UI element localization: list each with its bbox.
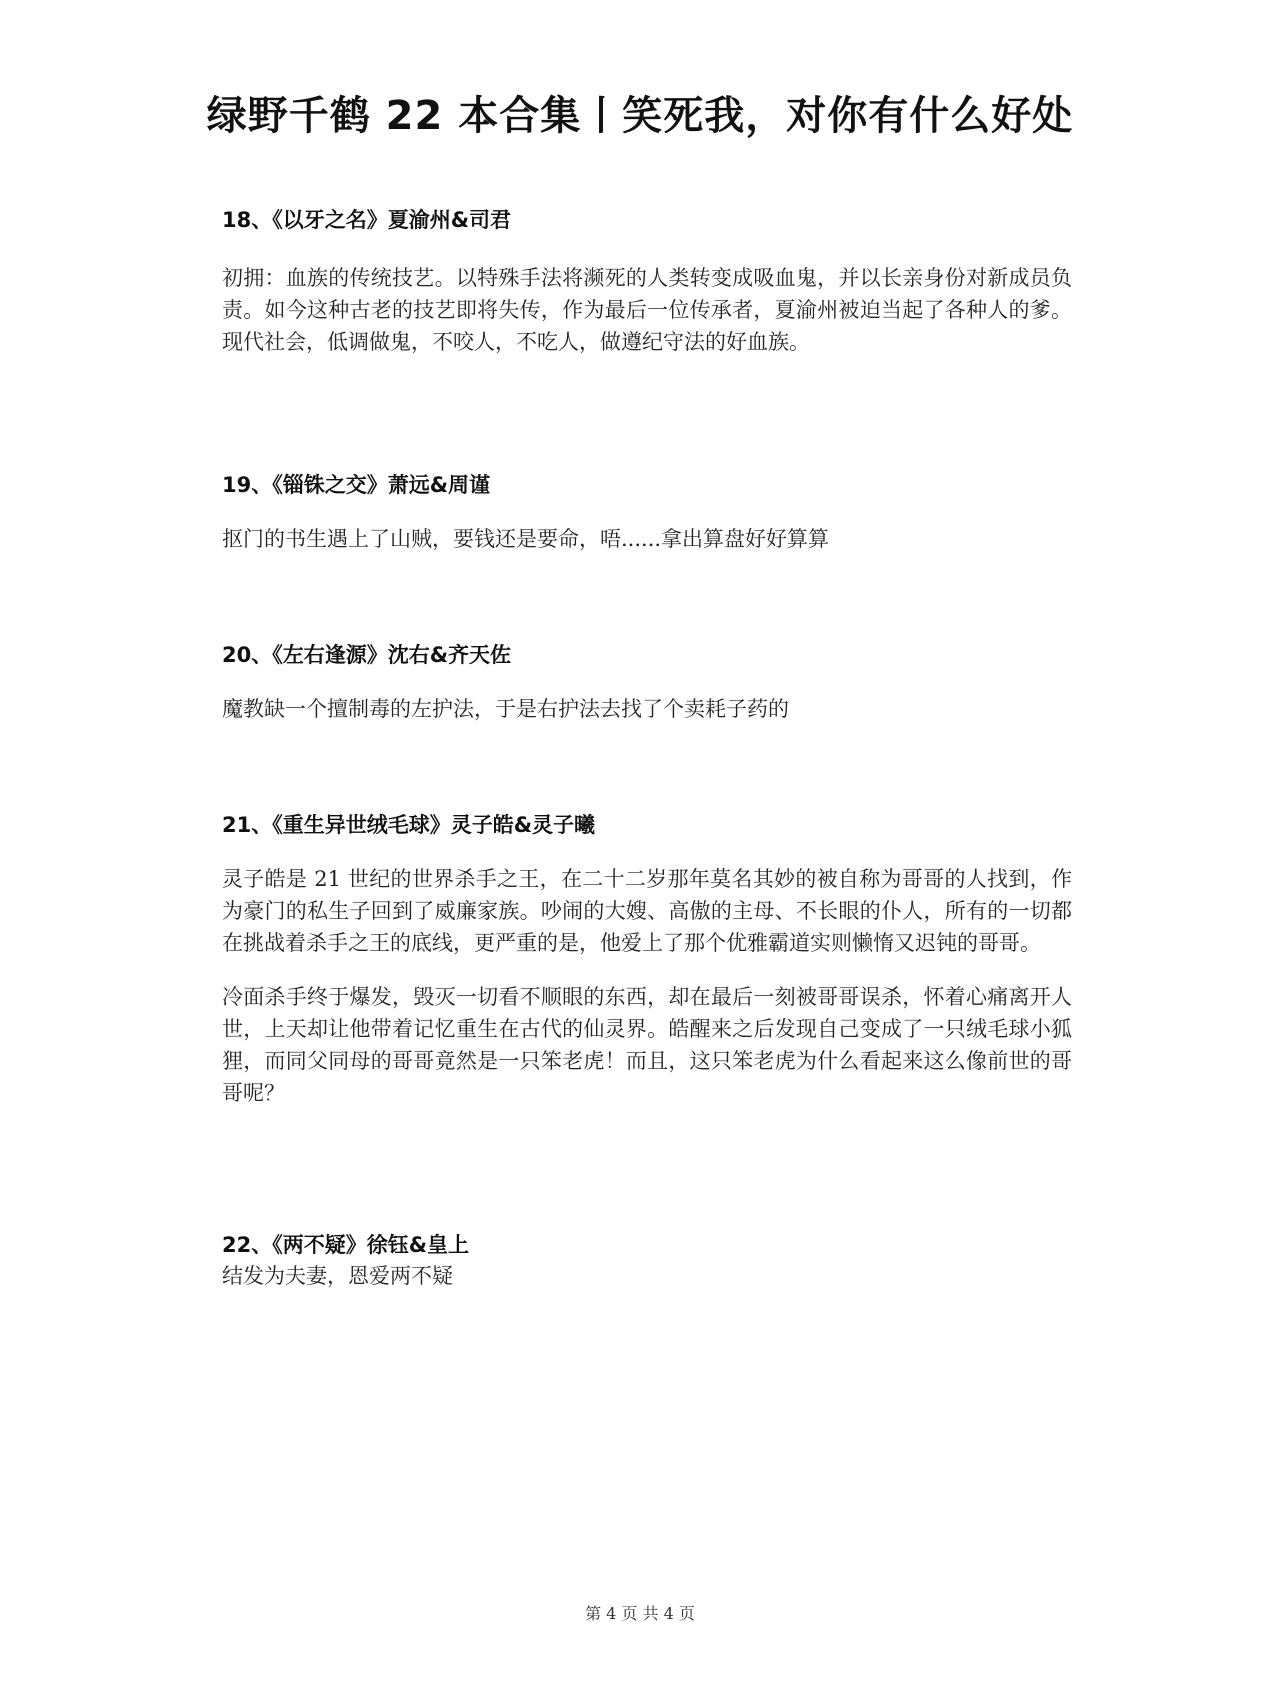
- entry-heading: 21、《重生异世绒毛球》灵子皓&灵子曦: [222, 813, 596, 837]
- book-entry: [222, 470, 1072, 555]
- entry-heading: 19、《锱铢之交》萧远&周谨: [222, 473, 491, 497]
- entry-heading: 20、《左右逢源》沈右&齐天佐: [222, 643, 512, 667]
- book-entry: [222, 640, 1072, 725]
- entry-synopsis: 魔教缺一个擅制毒的左护法，于是右护法去找了个卖耗子药的: [222, 697, 789, 721]
- page-title: 绿野千鹤 22 本合集丨笑死我，对你有什么好处: [206, 93, 1074, 139]
- book-entry: [222, 205, 1072, 358]
- book-entry: [222, 1230, 1072, 1292]
- entry-synopsis: 结发为夫妻，恩爱两不疑: [222, 1264, 453, 1288]
- entry-synopsis: 冷面杀手终于爆发，毁灭一切看不顺眼的东西，却在最后一刻被哥哥误杀，怀着心痛离开人世，上天却让他带着记忆重生在古代的仙灵界。皓醒来之后发现自己变成了一只绒毛球小狐狸，而同父同母的哥哥竟然是一只笨老虎！而且，这只笨老虎为什么看起来这么像前世的哥哥呢？: [222, 985, 1072, 1105]
- entry-synopsis: 灵子皓是 21 世纪的世界杀手之王，在二十二岁那年莫名其妙的被自称为哥哥的人找到，作为豪门的私生子回到了威廉家族。吵闹的大嫂、高傲的主母、不长眼的仆人，所有的一切都在挑战着杀手之王的底线，更严重的是，他爱上了那个优雅霸道实则懒惰又迟钝的哥哥。: [222, 867, 1072, 955]
- entry-synopsis: 初拥：血族的传统技艺。以特殊手法将濒死的人类转变成吸血鬼，并以长亲身份对新成员负责。如今这种古老的技艺即将失传，作为最后一位传承者，夏渝州被迫当起了各种人的爹。现代社会，低调做鬼，不咬人，不吃人，做遵纪守法的好血族。: [222, 266, 1072, 354]
- entry-heading: 22、《两不疑》徐钰&皇上: [222, 1233, 470, 1257]
- entry-heading: 18、《以牙之名》夏渝州&司君: [222, 208, 512, 232]
- entry-synopsis: 抠门的书生遇上了山贼，要钱还是要命，唔......拿出算盘好好算算: [222, 527, 830, 551]
- page-number: 第 4 页 共 4 页: [585, 1604, 695, 1623]
- book-entry: [222, 810, 1072, 1109]
